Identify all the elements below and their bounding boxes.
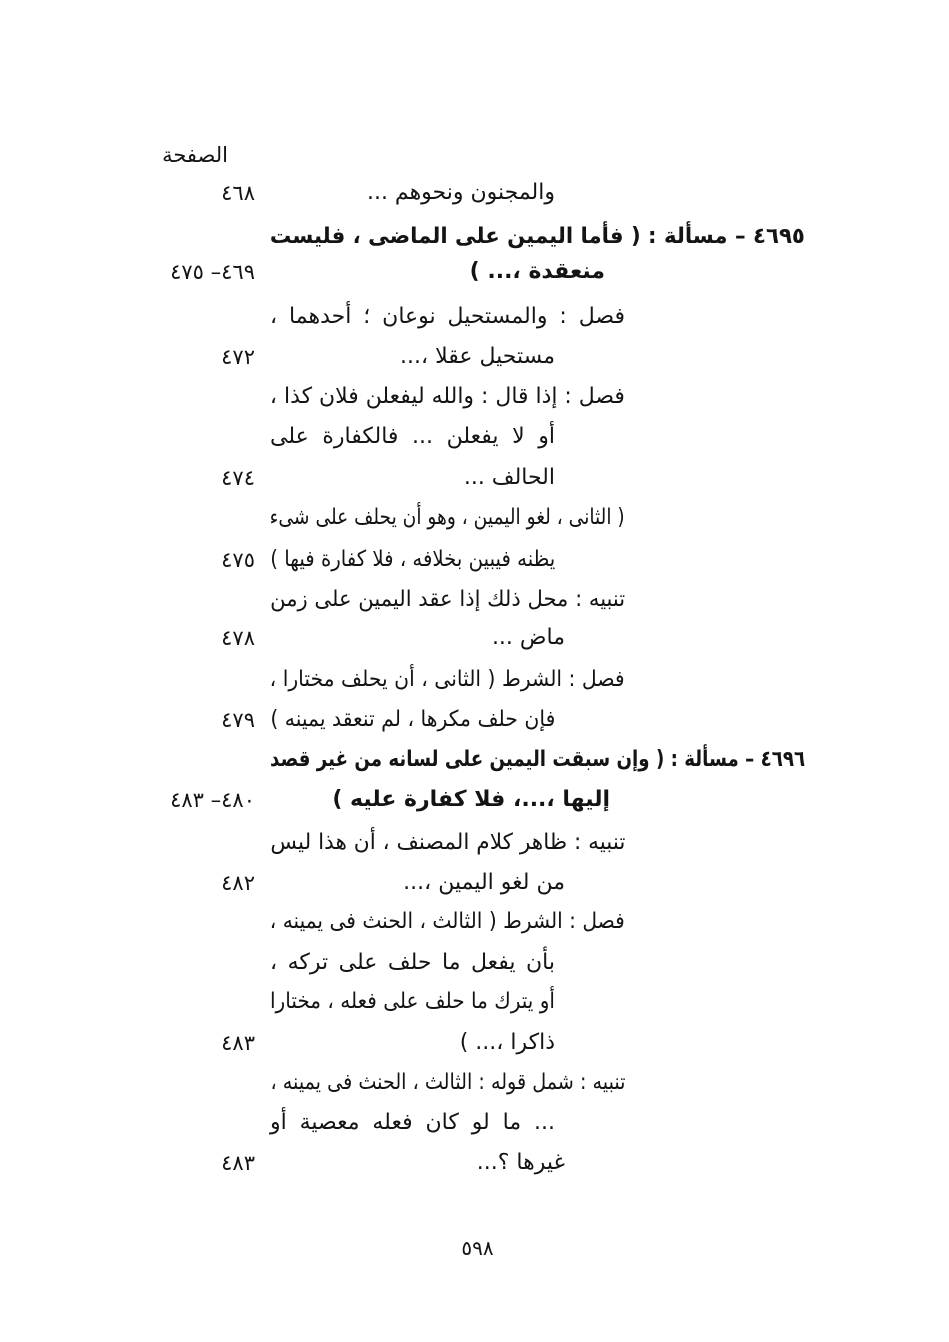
index-entry-line xyxy=(270,905,625,939)
entry-text: ماض ... xyxy=(491,625,565,650)
entry-text: ذاكرا ،... ) xyxy=(459,1030,555,1055)
entry-text: تنبيه : شمل قوله : الثالث ، الحنث فى يمينه ، xyxy=(269,1070,625,1095)
index-entry-line xyxy=(270,1026,555,1060)
entry-text: أو لا يفعلن ... فالكفارة على xyxy=(270,424,555,449)
masala-heading-line xyxy=(270,743,805,777)
index-entry-line xyxy=(270,461,555,495)
entry-page-number: ٤٨٣ xyxy=(221,1031,255,1055)
entry-text: فصل : والمستحيل نوعان ؛ أحدهما ، xyxy=(270,304,625,329)
index-entry-line xyxy=(270,946,555,980)
masala-heading-line xyxy=(270,220,805,254)
entry-text: ... ما لو كان فعله معصية أو xyxy=(269,1110,555,1135)
index-entry-line xyxy=(270,703,555,737)
entry-text: فصل : الشرط ( الثالث ، الحنث فى يمينه ، xyxy=(269,909,625,934)
entry-page-number: ٤٨٣ xyxy=(221,1151,255,1175)
entry-page-number: ٤٧٢ xyxy=(221,345,255,369)
entry-text: إليها ،...، فلا كفارة عليه ) xyxy=(332,787,610,812)
entry-page-number: ٤٦٨ xyxy=(221,181,255,205)
page-column-header: الصفحة xyxy=(162,143,228,167)
entry-text: غيرها ؟... xyxy=(476,1150,565,1175)
index-entry-line xyxy=(270,985,555,1019)
entry-text: بأن يفعل ما حلف على تركه ، xyxy=(270,950,555,975)
entry-text: أو يترك ما حلف على فعله ، مختارا xyxy=(269,989,555,1014)
index-entry-line xyxy=(270,1146,565,1180)
entry-text: من لغو اليمين ،... xyxy=(403,870,565,895)
entry-page-number: ٤٧٩ xyxy=(221,708,255,732)
index-entry-line xyxy=(270,543,555,577)
footer-page-number: ٥٩٨ xyxy=(461,1236,494,1260)
entry-text: تنبيه : ظاهر كلام المصنف ، أن هذا ليس xyxy=(269,830,625,855)
index-entry-line xyxy=(270,1106,555,1140)
entry-text: منعقدة ،... ) xyxy=(469,259,605,284)
index-entry-line xyxy=(270,583,625,617)
entry-page-range: ٤٨٠– ٤٨٣ xyxy=(170,788,255,812)
masala-heading-line xyxy=(270,783,610,817)
masala-heading-line xyxy=(270,255,605,289)
entry-text: ٤٦٩٦ – مسألة : ( وإن سبقت اليمين على لسانه من غير قصد xyxy=(269,747,805,772)
entry-text: تنبيه : محل ذلك إذا عقد اليمين على زمن xyxy=(270,587,625,612)
index-entry-line xyxy=(270,340,555,374)
index-entry-line xyxy=(270,300,625,334)
entry-text: فإن حلف مكرها ، لم تنعقد يمينه ) xyxy=(269,707,555,732)
index-entry-line xyxy=(270,1066,625,1100)
entry-page-number: ٤٧٤ xyxy=(221,466,255,490)
entry-text: ٤٦٩٥ – مسألة : ( فأما اليمين على الماضى ، فليست xyxy=(269,224,805,249)
index-entry-line xyxy=(270,380,625,414)
entry-text: الحالف ... xyxy=(463,465,555,490)
entry-text: يظنه فيبين بخلافه ، فلا كفارة فيها ) xyxy=(270,547,555,572)
index-entry-line xyxy=(270,501,625,535)
index-entry-line xyxy=(270,621,565,655)
entry-page-number: ٤٧٨ xyxy=(221,626,255,650)
entry-text: ( الثانى ، لغو اليمين ، وهو أن يحلف على شىء xyxy=(269,505,625,530)
index-entry-line xyxy=(270,420,555,454)
entry-text: فصل : إذا قال : والله ليفعلن فلان كذا ، xyxy=(270,384,625,409)
entry-page-range: ٤٦٩– ٤٧٥ xyxy=(170,260,255,284)
entry-text: مستحيل عقلا ،... xyxy=(400,344,555,369)
index-entry-line xyxy=(270,866,565,900)
index-entry-line xyxy=(270,826,625,860)
index-entry-line xyxy=(270,663,625,697)
entry-text: فصل : الشرط ( الثانى ، أن يحلف مختارا ، xyxy=(270,667,625,692)
entry-page-number: ٤٨٢ xyxy=(221,871,255,895)
entry-text: والمجنون ونحوهم ... xyxy=(366,180,555,205)
index-entry-line xyxy=(270,176,555,210)
entry-page-number: ٤٧٥ xyxy=(221,548,255,572)
